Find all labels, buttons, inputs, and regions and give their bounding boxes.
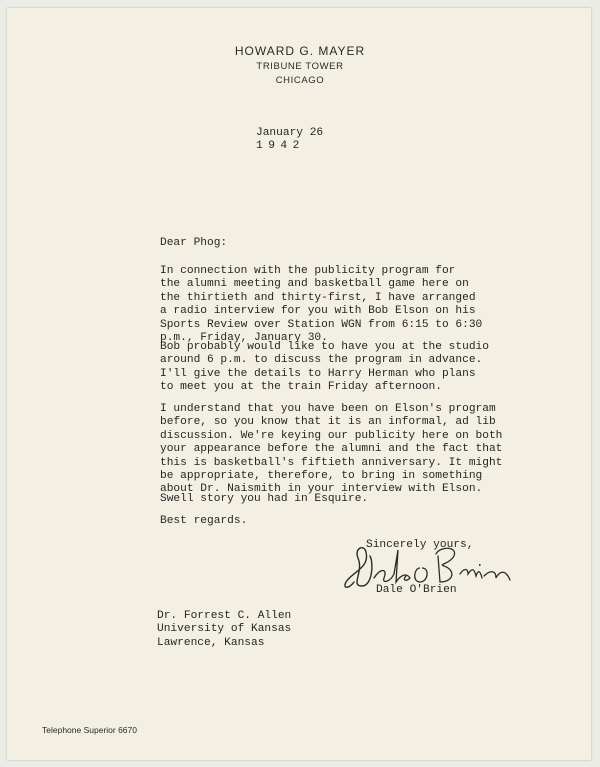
- body-paragraph-4: Swell story you had in Esquire.: [160, 493, 369, 505]
- sign-off: Sincerely yours,: [366, 539, 474, 551]
- letterhead-building: TRIBUNE TOWER: [256, 61, 344, 72]
- telephone-footer: Telephone Superior 6670: [42, 725, 137, 735]
- body-paragraph-3: I understand that you have been on Elson's program before, so you know that it is an informal, ad lib discussion. We're keying our publicity here on both your appearance before the alumni and the fact that this is basketball's fiftieth anniversary. It might be appropriate, therefore, to bring in something about Dr. Naismith in your interview with Elson.: [160, 403, 503, 496]
- signer-name: Dale O'Brien: [376, 584, 457, 596]
- date-line-2: 1942: [256, 140, 305, 152]
- recipient-address: Dr. Forrest C. Allen University of Kansas Lawrence, Kansas: [157, 610, 292, 649]
- letterhead-city: CHICAGO: [275, 75, 325, 86]
- body-paragraph-1: In connection with the publicity program for the alumni meeting and basketball game here on the thirtieth and thirty-first, I have arranged a radio interview for you with Bob Elson on his Sports Review over Station WGN from 6:15 to 6:30 p.m., Friday, January 30.: [160, 265, 483, 345]
- date-line-1: January 26: [256, 127, 324, 139]
- body-paragraph-2: Bob probably would like to have you at the studio around 6 p.m. to discuss the program in advance. I'll give the details to Harry Herman who plans to meet you at the train Friday afternoon.: [160, 341, 489, 394]
- salutation: Dear Phog:: [160, 237, 228, 249]
- closing: Best regards.: [160, 515, 248, 527]
- letterhead-name: HOWARD G. MAYER: [234, 44, 366, 58]
